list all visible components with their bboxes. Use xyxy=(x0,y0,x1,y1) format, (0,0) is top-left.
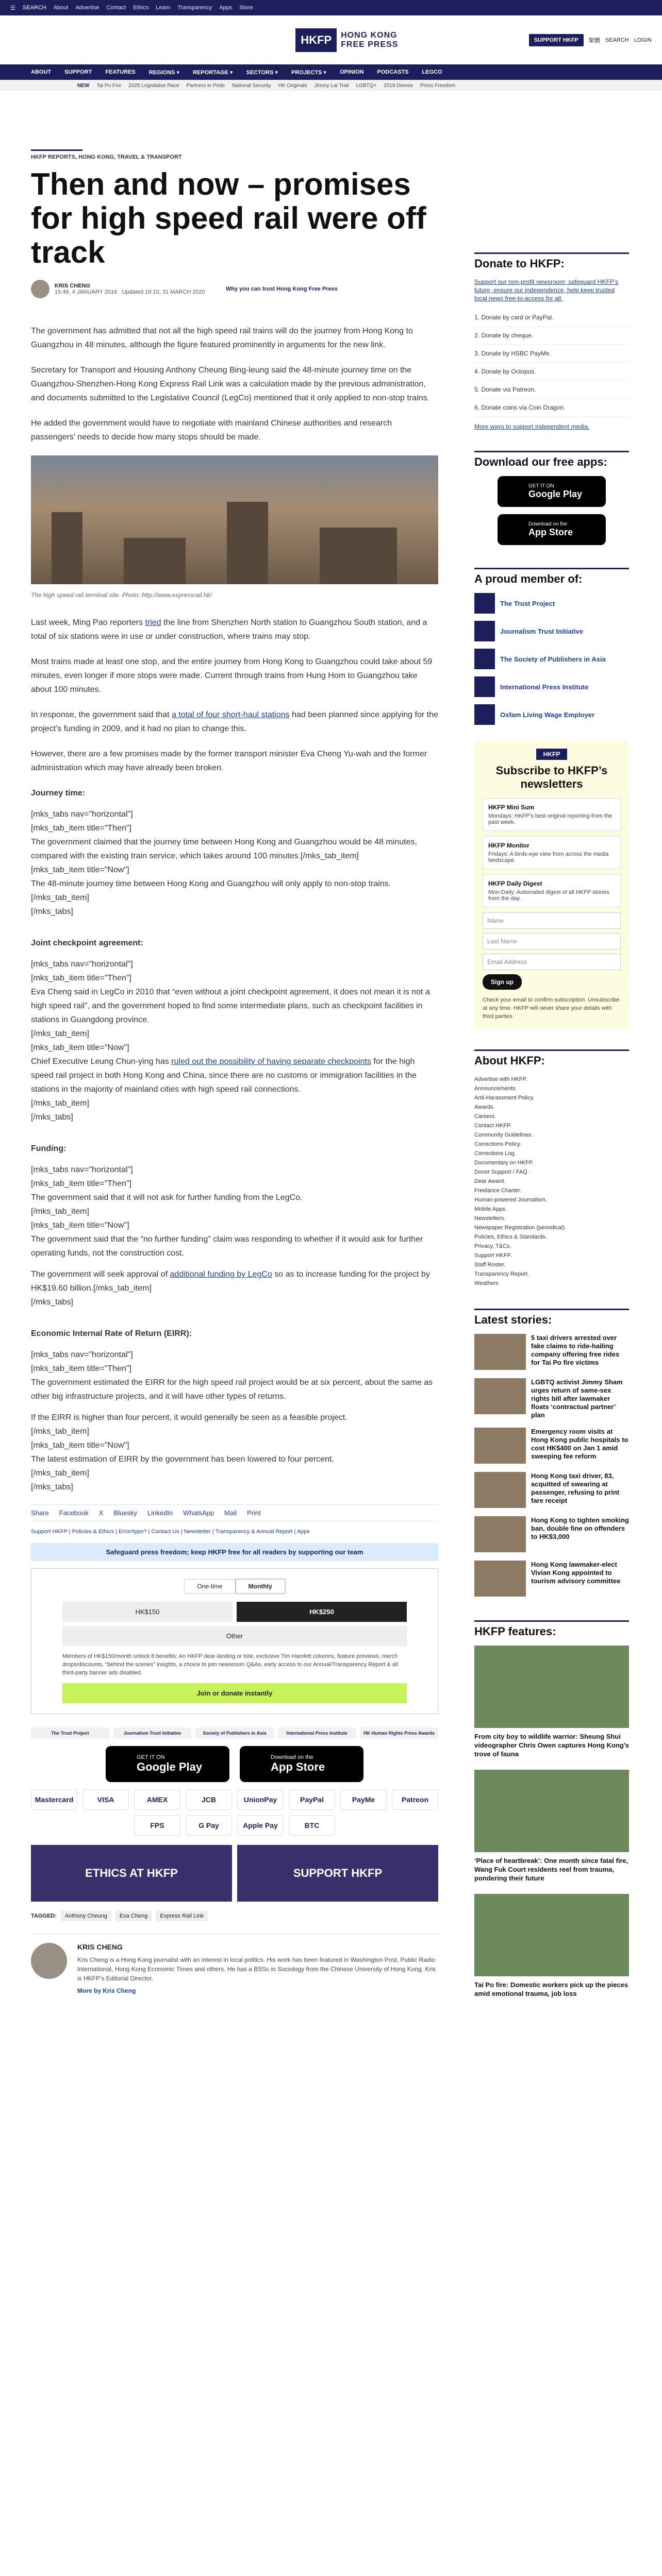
amount-option-selected[interactable]: HK$250 xyxy=(237,1602,407,1622)
shortcode: [/mks_tab_item] xyxy=(31,1427,89,1436)
text: for the high speed rail project in both Hong Kong and China, since there are no customs or immigration facilities in the stations in the majority of mainland cities with high speed rail connections. xyxy=(31,1057,417,1094)
join-donate-button[interactable]: Join or donate instantly xyxy=(62,1683,407,1703)
about-link[interactable]: Advertise with HKFP. xyxy=(474,1076,527,1082)
section-heading: Journey time: xyxy=(31,789,85,798)
newsletter-option-title: HKFP Daily Digest xyxy=(488,880,542,887)
shortcode: [mks_tabs nav="horizontal"] xyxy=(31,1165,133,1174)
shortcode: [mks_tab_item title="Now"] xyxy=(31,1221,129,1230)
about-link[interactable]: Community Guidelines. xyxy=(474,1132,533,1138)
about-link[interactable]: Privacy, T&Cs. xyxy=(474,1243,511,1249)
donation-widget xyxy=(31,1568,438,1714)
paragraph: However, there are a few promises made by the former transport minister Eva Cheng Yu-wah and the former administration which may have already been broken. xyxy=(31,750,427,772)
trust-link[interactable]: Why you can trust Hong Kong Free Press xyxy=(225,286,338,292)
shortcode: [mks_tabs nav="horizontal"] xyxy=(31,810,133,819)
member-org[interactable] xyxy=(474,621,629,641)
member-org[interactable] xyxy=(474,676,629,697)
newsletter-option[interactable] xyxy=(483,836,621,869)
newsletter-option-title: HKFP Mini Sum xyxy=(488,804,535,811)
text: The government will seek approval of xyxy=(31,1270,170,1279)
tag-list xyxy=(31,1911,438,1921)
member-name: The Society of Publishers in Asia xyxy=(500,655,606,663)
spacer xyxy=(474,552,629,568)
trending-item[interactable]: Press Freedom xyxy=(420,82,456,89)
nav-item[interactable]: PROJECTS ▾ xyxy=(291,69,326,76)
shortcode: [mks_tab_item title="Now"] xyxy=(31,1441,129,1450)
text xyxy=(31,1055,438,1096)
payment-logo[interactable]: G Pay xyxy=(186,1815,232,1836)
about-link[interactable]: Dear Award. xyxy=(474,1178,506,1184)
text: The government estimated the EIRR for the high speed rail project would be at six percent, about the same as other big infrastructure projects, and it will have other types of returns. xyxy=(31,1378,433,1401)
trending-label: NEW xyxy=(77,82,90,89)
nav-item[interactable]: SECTORS ▾ xyxy=(246,69,278,76)
payment-logo[interactable]: FPS xyxy=(134,1815,180,1836)
trending-item[interactable]: LGBTQ+ xyxy=(356,82,377,89)
about-link[interactable]: Human-powered Journalism. xyxy=(474,1197,547,1203)
member-name: International Press Institute xyxy=(500,683,589,691)
spacer xyxy=(31,1403,438,1411)
newsletter-logo: HKFP xyxy=(536,749,567,760)
newsletter-option[interactable] xyxy=(483,798,621,831)
payment-logo[interactable]: VISA xyxy=(82,1789,129,1810)
header-actions xyxy=(529,34,652,46)
site-header xyxy=(0,15,662,64)
more-by-author-link[interactable]: More by Kris Cheng xyxy=(77,1987,136,1994)
about-link[interactable]: Contact HKFP. xyxy=(474,1123,511,1129)
about-link[interactable]: Support HKFP. xyxy=(474,1252,512,1259)
payment-logo[interactable]: Mastercard xyxy=(31,1789,77,1810)
spacer xyxy=(31,1260,438,1267)
paragraph: He added the government would have to negotiate with mainland Chinese authorities and research passengers’ needs to decide how many stops should be made. xyxy=(31,419,392,442)
amount-option[interactable]: HK$150 xyxy=(62,1602,233,1622)
about-link[interactable]: Staff Roster. xyxy=(474,1262,506,1268)
donate-blurb xyxy=(474,278,629,302)
share-linkedin[interactable]: LinkedIn xyxy=(147,1509,173,1517)
share-bluesky[interactable]: Bluesky xyxy=(113,1509,137,1517)
inline-link[interactable]: additional funding by LegCo xyxy=(170,1270,272,1279)
member-heading: A proud member of: xyxy=(474,568,629,586)
inline-link[interactable]: a total of four short-haul stations xyxy=(172,710,290,719)
share-x[interactable]: X xyxy=(98,1509,104,1517)
member-name: Oxfam Living Wage Employer xyxy=(500,710,595,719)
story-headline: Hong Kong taxi driver, 83, acquitted of swearing at passenger, refusing to print fare receipt xyxy=(531,1472,620,1504)
latest-story[interactable] xyxy=(474,1334,629,1370)
payment-methods xyxy=(31,1789,438,1836)
badge-small: GET IT ON xyxy=(528,483,554,489)
trending-item[interactable]: 2019 Demos xyxy=(384,82,413,89)
author-box-name[interactable]: KRIS CHENG xyxy=(77,1943,123,1951)
latest-story[interactable] xyxy=(474,1516,629,1552)
partner-logo[interactable]: Journalism Trust Initiative xyxy=(113,1727,192,1739)
donation-method[interactable]: 2. Donate by cheque. xyxy=(474,327,629,345)
story-headline: Hong Kong to tighten smoking ban, double fine on offenders to HK$3,000 xyxy=(531,1516,629,1540)
donate-blurb-link[interactable]: Support our non-profit newsroom; safeguard HKFP’s future, ensure our independence, help keep trusted local news free-to-access for all. xyxy=(474,278,619,302)
support-video[interactable]: SUPPORT HKFP xyxy=(237,1845,438,1902)
badge-small: GET IT ON xyxy=(137,1754,165,1760)
newsletter-option-title: HKFP Monitor xyxy=(488,842,529,849)
shortcode: [mks_tabs nav="horizontal"] xyxy=(31,1350,133,1359)
photo-detail xyxy=(320,528,397,584)
story-thumbnail xyxy=(474,1428,526,1464)
member-org[interactable] xyxy=(474,649,629,669)
shortcode: [/mks_tab_item] xyxy=(31,1099,89,1108)
contact-link[interactable]: Contact xyxy=(106,5,126,11)
text: The 48-minute journey time between Hong Kong and Guangzhou will only apply to non-stop trains.[/mks_tab_item] xyxy=(31,879,391,902)
newsletter-option[interactable] xyxy=(483,874,621,907)
payment-logo[interactable]: BTC xyxy=(289,1815,335,1836)
member-org[interactable] xyxy=(474,704,629,725)
nav-item[interactable]: SUPPORT xyxy=(64,69,92,75)
spacer xyxy=(31,919,438,930)
share-facebook[interactable]: Facebook xyxy=(59,1509,89,1517)
feature-photo xyxy=(474,1770,629,1852)
photo-detail xyxy=(124,538,186,584)
language-toggle[interactable]: 繁體 xyxy=(588,37,600,44)
search-link[interactable]: SEARCH xyxy=(22,5,46,11)
member-name: The Trust Project xyxy=(500,599,555,607)
about-link[interactable]: Newspaper Registration (periodical). xyxy=(474,1225,566,1231)
monthly-tab[interactable]: Monthly xyxy=(236,1579,285,1594)
google-play-button[interactable] xyxy=(106,1746,229,1782)
membership-benefits: Members of HK$150/month unlock 8 benefits: An HKFP dear-landing or tote, exclusive Tim Hamlett columns, feature previews, merch drops/discounts, “behind the scenes” insights, a choice to join newsroom Q&As, early access to our Annual/Transparency Report & all third-party banner ads disabled. xyxy=(62,1653,398,1676)
apps-heading: Download our free apps: xyxy=(474,451,629,469)
nav-item[interactable]: OPINION xyxy=(339,69,364,75)
partner-logo[interactable]: Society of Publishers in Asia xyxy=(195,1727,274,1739)
story-thumbnail xyxy=(474,1472,526,1508)
latest-heading: Latest stories: xyxy=(474,1309,629,1327)
nav-item[interactable]: REPORTAGE ▾ xyxy=(193,69,233,76)
learn-link[interactable]: Learn xyxy=(156,5,171,11)
byline xyxy=(31,280,438,298)
newsletter-option-desc: Mon-Daily: Automated digest of all HKFP stories from the day. xyxy=(488,889,609,902)
text: the line from Shenzhen North station to Guangzhou South station, and a total of six stations were in use or under construction, where trains may stop. xyxy=(31,618,427,641)
nav-item[interactable]: ABOUT xyxy=(31,69,52,75)
story-thumbnail xyxy=(474,1561,526,1597)
feature-headline: Tai Po fire: Domestic workers pick up the pieces amid emotional trauma, job loss xyxy=(474,1981,628,1997)
shortcode: [/mks_tab_item] xyxy=(31,1029,89,1038)
byline-dates xyxy=(55,289,205,295)
shortcode: [mks_tab_item title="Then"] xyxy=(31,1364,131,1373)
shortcode: [mks_tab_item title="Now"] xyxy=(31,866,129,874)
sidebar xyxy=(474,252,629,2009)
safeguard-banner[interactable]: Safeguard press freedom; keep HKFP free for all readers by supporting our team xyxy=(31,1543,438,1561)
trending-item[interactable]: National Security xyxy=(232,82,271,89)
about-link[interactable]: Weathers xyxy=(474,1280,499,1286)
newsletter-heading: Subscribe to HKFP’s newsletters xyxy=(495,764,608,790)
donation-method[interactable]: 3. Donate by HSBC PayMe. xyxy=(474,345,629,363)
paragraph: Secretary for Transport and Housing Anthony Cheung Bing-leung said the 48-minute journey time on the Guangzhou-Shenzhen-Hong Kong Express Rail Link was a calculation made by the previous administration, and documents submitted to the Legislative Council (LegCo) mentioned that it only applied to non-stop trains. xyxy=(31,366,429,402)
payment-logo[interactable]: PayPal xyxy=(289,1789,335,1810)
shortcode: [/mks_tabs] xyxy=(31,1113,73,1122)
badge-big: App Store xyxy=(271,1760,325,1773)
shortcode: [/mks_tabs] xyxy=(31,907,73,916)
one-time-tab[interactable]: One-time xyxy=(184,1579,235,1594)
story-headline: Emergency room visits at Hong Kong public hospitals to cost HK$400 on Jan 1 amid sweeping fee reform xyxy=(531,1428,628,1460)
photo-caption: The high speed rail terminal site. Photo: http://www.expressrail.hk/ xyxy=(31,591,212,599)
author-photo[interactable] xyxy=(31,1943,67,1979)
author-name[interactable]: KRIS CHENG xyxy=(55,283,91,289)
sopa-logo xyxy=(474,649,495,669)
spacer xyxy=(31,1309,438,1320)
amount-options xyxy=(62,1602,407,1622)
feature-headline: From city boy to wildlife warrior: Sheung Shui videographer Chris Owen captures Hong Kong’s trove of fauna xyxy=(474,1733,630,1758)
feature-headline: ‘Place of heartbreak’: One month since fatal fire, Wang Fuk Court residents reel from trauma, pondering their future xyxy=(474,1857,628,1882)
donation-methods xyxy=(474,309,629,417)
story-thumbnail xyxy=(474,1334,526,1370)
about-link[interactable]: Newsletters. xyxy=(474,1215,506,1222)
text: so as to increase funding for the project by HK$19.60 billion.[/mks_tab_item] xyxy=(31,1270,430,1293)
spacer xyxy=(31,1124,438,1136)
app-store-button[interactable] xyxy=(240,1746,363,1782)
other-amount[interactable]: Other xyxy=(62,1626,407,1646)
about-link[interactable]: Donor Support / FAQ. xyxy=(474,1169,529,1175)
payment-logo[interactable]: Apple Pay xyxy=(237,1815,284,1836)
donation-method[interactable]: 1. Donate by card or PayPal. xyxy=(474,309,629,327)
share-print[interactable]: Print xyxy=(246,1509,261,1517)
shortcode: [mks_tab_item title="Then"] xyxy=(31,1179,131,1188)
ethics-link[interactable]: Ethics xyxy=(133,5,149,11)
share-label: Share xyxy=(31,1509,49,1517)
menu-icon[interactable]: ☰ xyxy=(10,5,15,11)
about-link[interactable]: Announcements. xyxy=(474,1086,517,1092)
jti-logo xyxy=(474,621,495,641)
support-hkfp-button[interactable]: SUPPORT HKFP xyxy=(529,34,584,46)
store-link[interactable]: Store xyxy=(239,5,253,11)
author-avatar[interactable] xyxy=(31,280,49,298)
about-link[interactable]: Documentary on HKFP. xyxy=(474,1160,534,1166)
feature-story[interactable] xyxy=(474,1770,629,1883)
text xyxy=(31,1267,438,1295)
shortcode: [mks_tab_item title="Now"] xyxy=(31,1043,129,1052)
feature-photo xyxy=(474,1646,629,1728)
payment-logo[interactable]: UnionPay xyxy=(237,1789,284,1810)
spacer xyxy=(474,1605,629,1620)
latest-story[interactable] xyxy=(474,1378,629,1419)
trending-item[interactable]: Tai Po Fire xyxy=(96,82,122,89)
badge-big: App Store xyxy=(528,527,573,537)
updated-date: Updated 19:10, 31 MARCH 2020 xyxy=(122,289,205,295)
about-link[interactable]: Careers. xyxy=(474,1113,496,1120)
newsletter-option-desc: Fridays: A birds-eye view from across the media landscape. xyxy=(488,851,609,863)
share-bar xyxy=(31,1504,438,1521)
about-link[interactable]: Awards. xyxy=(474,1104,495,1110)
story-headline: 5 taxi drivers arrested over fake claims to ride-hailing company offering free rides for Tai Po fire victims xyxy=(531,1334,620,1366)
badge-big: Google Play xyxy=(137,1760,203,1773)
latest-story[interactable] xyxy=(474,1428,629,1464)
payment-logo[interactable]: Patreon xyxy=(392,1789,438,1810)
features-heading: HKFP features: xyxy=(474,1620,629,1638)
donation-method[interactable]: 6. Donate coins via Coin Dragon. xyxy=(474,399,629,417)
story-thumbnail xyxy=(474,1378,526,1414)
shortcode: [/mks_tab_item] xyxy=(31,1469,89,1478)
text: had been planned since applying for the project’s funding in 2009, and it had no plan to change this. xyxy=(31,710,438,733)
logo-line-2: FREE PRESS xyxy=(341,40,399,49)
badge-big: Google Play xyxy=(528,489,583,499)
payment-logo[interactable]: PayMe xyxy=(340,1789,387,1810)
photo-detail xyxy=(227,502,268,584)
logo-mark: HKFP xyxy=(295,28,337,52)
payment-logo[interactable]: AMEX xyxy=(134,1789,180,1810)
text: The government claimed that the journey time between Hong Kong and Guangzhou would be 48 minutes, compared with the existing train service, which takes around 100 minutes.[/mks_tab_item] xyxy=(31,838,417,860)
section-heading: Joint checkpoint agreement: xyxy=(31,939,143,947)
inline-link[interactable]: tried xyxy=(145,618,161,627)
logo-name xyxy=(337,31,398,49)
author-bio: Kris Cheng is a Hong Kong journalist with an interest in local politics. His work has been featured in Washington Post, Public Radio International, Hong Kong Economic Times and others. He has a BSSc in Sociology from the Chinese University of Hong Kong. Kris is HKFP’s Editorial Director. xyxy=(77,1956,436,1982)
publish-date: 15:46, 4 JANUARY 2016 xyxy=(55,289,118,295)
transparency-link[interactable]: Transparency xyxy=(177,5,212,11)
trending-item[interactable]: 2025 Legislative Race xyxy=(128,82,179,89)
section-heading: Economic Internal Rate of Return (EIRR): xyxy=(31,1329,192,1338)
sidebar-google-play[interactable] xyxy=(498,476,606,507)
story-headline: LGBTQ activist Jimmy Sham urges return of same-sex rights bill after lawmaker floats ‘contractual partner’ plan xyxy=(531,1378,623,1419)
feature-photo xyxy=(474,1894,629,1976)
newsletter-signup xyxy=(474,740,629,1029)
support-links[interactable]: Support HKFP | Policies & Ethics | Error/typo? | Contact Us | Newsletter | Transparency & Annual Report | Apps xyxy=(31,1529,310,1535)
top-utility-bar xyxy=(0,0,662,15)
main-nav xyxy=(0,64,662,80)
advertise-link[interactable]: Advertise xyxy=(75,5,100,11)
paragraph: Most trains made at least one stop, and the entire journey from Hong Kong to Guangzhou could take about 59 minutes, even longer if more stops were made. Current through trains from Hung Hom to Guangzhou take about 100 minutes. xyxy=(31,657,433,694)
donate-heading: Donate to HKFP: xyxy=(474,252,629,270)
shortcode: [mks_tab_item title="Then"] xyxy=(31,824,131,833)
text: Chief Executive Leung Chun-ying has xyxy=(31,1057,172,1066)
trending-item[interactable]: Partners in Pride xyxy=(186,82,225,89)
first-name-field[interactable]: Name xyxy=(483,912,621,929)
trending-bar xyxy=(0,80,662,91)
badge-small: Download on the xyxy=(528,521,568,527)
newsletter-note: Check your email to confirm subscription. Unsubscribe at any time. HKFP will never share your details with third parties. xyxy=(483,997,620,1020)
ipi-logo xyxy=(474,676,495,697)
article-column xyxy=(31,149,438,1995)
shortcode: [/mks_tabs] xyxy=(31,1298,73,1307)
text: Eva Cheng said in LegCo in 2010 that “even without a joint checkpoint agreement, it does not mean it is not a high speed rail”, and the government hoped to find some intermediate plans, such as checkpoint facilities in stations in Guangdong province. xyxy=(31,988,430,1024)
member-org[interactable] xyxy=(474,593,629,614)
badge-small: Download on the xyxy=(271,1754,313,1760)
spacer xyxy=(474,1288,629,1309)
shortcode: [mks_tabs nav="horizontal"] xyxy=(31,960,133,969)
article-title: Then and now – promises for high speed rail were off track xyxy=(31,167,426,269)
partner-logo[interactable]: International Press Institute xyxy=(278,1727,356,1739)
nav-item[interactable]: LEGCO xyxy=(422,69,442,75)
trust-project-logo xyxy=(474,593,495,614)
logo-line-1: HONG KONG xyxy=(341,30,398,40)
last-name-field[interactable]: Last Name xyxy=(483,933,621,950)
about-link[interactable]: Corrections Policy. xyxy=(474,1141,521,1147)
share-whatsapp[interactable]: WhatsApp xyxy=(183,1509,214,1517)
category-text[interactable]: HKFP REPORTS, HONG KONG, TRAVEL & TRANSPORT xyxy=(31,154,182,160)
nav-item[interactable]: FEATURES xyxy=(105,69,136,75)
article-body xyxy=(31,324,438,1494)
byline-text xyxy=(55,283,205,295)
tags-label: TAGGED: xyxy=(31,1913,57,1919)
article-categories xyxy=(31,149,182,160)
sidebar-app-store[interactable] xyxy=(498,514,606,545)
paragraph xyxy=(31,708,438,736)
text: In response, the government said that xyxy=(31,710,172,719)
paragraph: The government has admitted that not all the high speed rail trains will do the journey from Hong Kong to Guangzhou in 48 minutes, although the figure featured prominently in arguments for the new link. xyxy=(31,327,413,349)
about-links xyxy=(474,1075,629,1288)
about-link[interactable]: Transparency Report. xyxy=(474,1271,529,1277)
feature-story[interactable] xyxy=(474,1894,629,1998)
oxfam-logo xyxy=(474,704,495,725)
email-field[interactable]: Email Address xyxy=(483,954,621,970)
tag[interactable]: Express Rail Link xyxy=(156,1911,208,1921)
partner-logo[interactable]: HK Human Rights Press Awards xyxy=(360,1727,438,1739)
shortcode: [/mks_tab_item] xyxy=(31,1207,89,1216)
text: The latest estimation of EIRR by the government has been lowered to four percent. xyxy=(31,1455,334,1464)
shortcode: [/mks_tabs] xyxy=(31,1483,73,1492)
story-thumbnail xyxy=(474,1516,526,1552)
about-link[interactable]: Policies, Ethics & Standards. xyxy=(474,1234,547,1240)
latest-story[interactable] xyxy=(474,1561,629,1597)
text: Last week, Ming Pao reporters xyxy=(31,618,145,627)
frequency-toggle xyxy=(62,1579,407,1594)
feature-story[interactable] xyxy=(474,1646,629,1758)
inline-link[interactable]: ruled out the possibility of having separate checkpoints xyxy=(171,1057,371,1066)
author-box xyxy=(31,1934,438,1995)
newsletter-option-desc: Mondays: HKFP’s best original reporting from the past week. xyxy=(488,813,613,825)
text: If the EIRR is higher than four percent, it would generally be seen as a feasible project. xyxy=(31,1413,347,1422)
nav-item[interactable]: PODCASTS xyxy=(377,69,409,75)
payment-logo[interactable]: JCB xyxy=(186,1789,232,1810)
photo-detail xyxy=(52,512,82,584)
paragraph xyxy=(31,616,438,643)
about-link[interactable]: About xyxy=(53,5,69,11)
login-button[interactable]: LOGIN xyxy=(634,37,652,43)
tag[interactable]: Eva Cheng xyxy=(115,1911,152,1921)
sign-up-button[interactable]: Sign up xyxy=(483,974,522,990)
about-heading: About HKFP: xyxy=(474,1049,629,1067)
author-info xyxy=(77,1943,438,1995)
site-logo[interactable] xyxy=(295,28,398,52)
text: The government said that the “no further funding” claim was responding to whether if it would ask for further operating funds, not the construction cost. xyxy=(31,1235,423,1258)
app-store-buttons xyxy=(31,1746,438,1782)
tag[interactable]: Anthony Cheung xyxy=(61,1911,111,1921)
share-mail[interactable]: Mail xyxy=(224,1509,237,1517)
text: The government said that it will not ask for further funding from the LegCo. xyxy=(31,1193,303,1202)
nav-item[interactable]: REGIONS ▾ xyxy=(148,69,180,76)
latest-story[interactable] xyxy=(474,1472,629,1508)
rail-terminal-photo xyxy=(31,455,438,584)
story-headline: Hong Kong lawmaker-elect Vivian Kong appointed to tourism advisory committee xyxy=(531,1561,621,1585)
about-link[interactable]: Anti-Harassment Policy. xyxy=(474,1095,535,1101)
partner-logos xyxy=(31,1727,438,1739)
apps-link[interactable]: Apps xyxy=(219,5,233,11)
donation-method[interactable]: 5. Donate via Patreon. xyxy=(474,381,629,399)
partner-logo[interactable]: The Trust Project xyxy=(31,1727,109,1739)
section-heading: Funding: xyxy=(31,1144,67,1153)
promo-videos xyxy=(31,1845,438,1902)
header-search-button[interactable]: SEARCH xyxy=(605,37,629,43)
member-name: Journalism Trust Initiative xyxy=(500,627,584,635)
about-link[interactable]: Freelance Charter. xyxy=(474,1188,522,1194)
ethics-video[interactable]: ETHICS AT HKFP xyxy=(31,1845,232,1902)
about-link[interactable]: Corrections Log. xyxy=(474,1150,516,1157)
trending-item[interactable]: Jimmy Lai Trial xyxy=(314,82,349,89)
more-ways-link[interactable]: More ways to support independent media. xyxy=(474,423,590,430)
donation-method[interactable]: 4. Donate by Octopus. xyxy=(474,363,629,381)
about-link[interactable]: Mobile Apps. xyxy=(474,1206,507,1212)
shortcode: [mks_tab_item title="Then"] xyxy=(31,974,131,982)
trending-item[interactable]: HK Originals xyxy=(278,82,307,89)
